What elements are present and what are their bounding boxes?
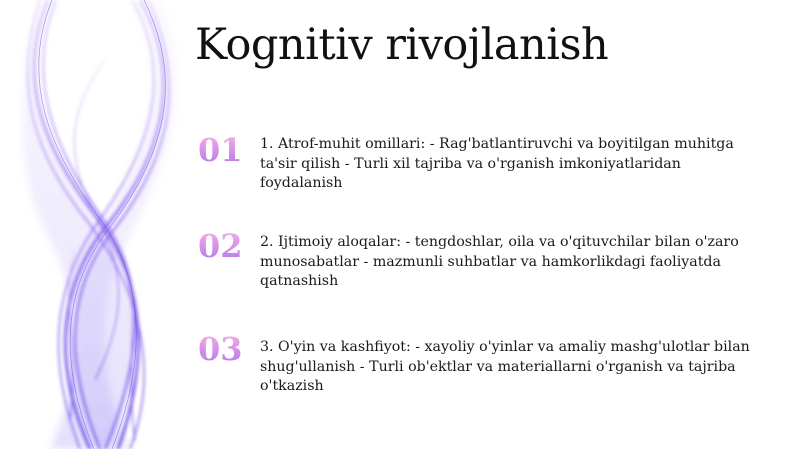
item-number: 02 [198,227,243,265]
item-number: 01 [198,131,243,169]
item-number: 03 [198,330,243,368]
list-item [198,131,758,204]
list-item [198,227,758,300]
item-text: 1. Atrof-muhit omillari: - Rag'batlantiruvchi va boyitilgan muhitga ta'sir qilish - Turli xil tajriba va o'rganish imkoniyatlaridan foydalanish [260,136,734,191]
list-item [198,330,758,403]
purple-smoke-ribbon-icon [0,0,200,449]
item-text: 3. O'yin va kashfiyot: - xayoliy o'yinlar va amaliy mashg'ulotlar bilan shug'ullanish - Turli ob'ektlar va materiallarni o'rganish va tajriba o'tkazish [260,339,750,394]
item-text: 2. Ijtimoiy aloqalar: - tengdoshlar, oila va o'qituvchilar bilan o'zaro munosabatlar - mazmunli suhbatlar va hamkorlikdagi faoliyatda qatnashish [260,234,739,289]
slide-title: Kognitiv rivojlanish [195,20,609,70]
